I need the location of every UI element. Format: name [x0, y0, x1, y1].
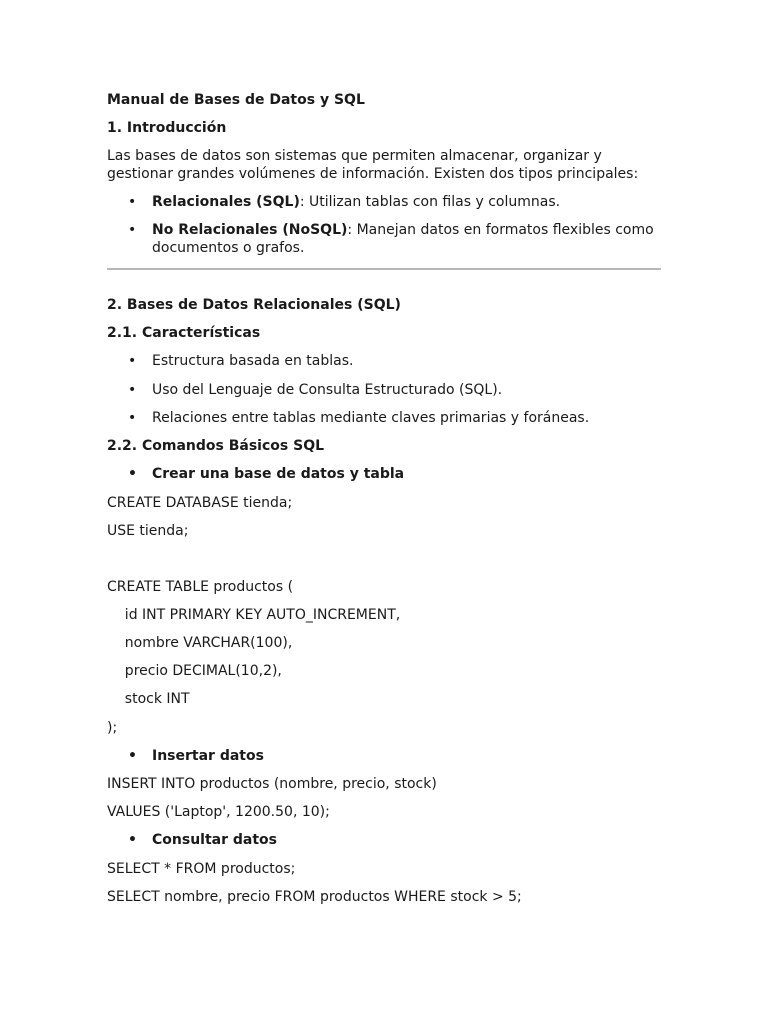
code-line: precio DECIMAL(10,2),	[107, 663, 282, 679]
bullet-icon: •	[128, 222, 137, 238]
bullet-icon: •	[128, 353, 137, 369]
document-title: Manual de Bases de Datos y SQL	[107, 92, 365, 108]
horizontal-divider	[107, 268, 661, 270]
code-line: stock INT	[107, 691, 190, 707]
list-item: • Uso del Lenguaje de Consulta Estructurado (SQL).	[128, 382, 503, 398]
bullet-icon: •	[128, 466, 137, 482]
bullet-icon: •	[128, 382, 137, 398]
list-item: • Crear una base de datos y tabla	[128, 466, 405, 482]
code-line: VALUES ('Laptop', 1200.50, 10);	[107, 804, 330, 820]
code-line: nombre VARCHAR(100),	[107, 635, 293, 651]
subsection-heading-caracteristicas: 2.1. Características	[107, 325, 261, 341]
code-line: SELECT nombre, precio FROM productos WHERE stock > 5;	[107, 889, 522, 905]
bullet-icon: •	[128, 194, 137, 210]
code-line: INSERT INTO productos (nombre, precio, stock)	[107, 776, 437, 792]
code-line: id INT PRIMARY KEY AUTO_INCREMENT,	[107, 607, 401, 623]
code-line: );	[107, 720, 118, 736]
code-line: SELECT * FROM productos;	[107, 861, 296, 877]
list-item: • Insertar datos	[128, 748, 264, 764]
list-item: • Consultar datos	[128, 832, 277, 848]
list-item: • Relaciones entre tablas mediante claves primarias y foráneas.	[128, 410, 590, 426]
code-line: USE tienda;	[107, 523, 189, 539]
list-item: • No Relacionales (NoSQL): Manejan datos en formatos flexibles como documentos o grafos.	[128, 222, 654, 256]
bullet-icon: •	[128, 748, 137, 764]
bullet-icon: •	[128, 832, 137, 848]
section-heading-introduccion: 1. Introducción	[107, 120, 227, 136]
subsection-heading-comandos: 2.2. Comandos Básicos SQL	[107, 438, 325, 454]
section-heading-relacionales: 2. Bases de Datos Relacionales (SQL)	[107, 297, 401, 313]
bullet-icon: •	[128, 410, 137, 426]
list-item: • Relacionales (SQL): Utilizan tablas con filas y columnas.	[128, 194, 561, 210]
code-line: CREATE TABLE productos (	[107, 579, 294, 595]
list-item: • Estructura basada en tablas.	[128, 353, 354, 369]
intro-paragraph: Las bases de datos son sistemas que permiten almacenar, organizar y gestionar grandes volúmenes de información. Existen dos tipos principales:	[107, 148, 639, 182]
code-line: CREATE DATABASE tienda;	[107, 495, 293, 511]
